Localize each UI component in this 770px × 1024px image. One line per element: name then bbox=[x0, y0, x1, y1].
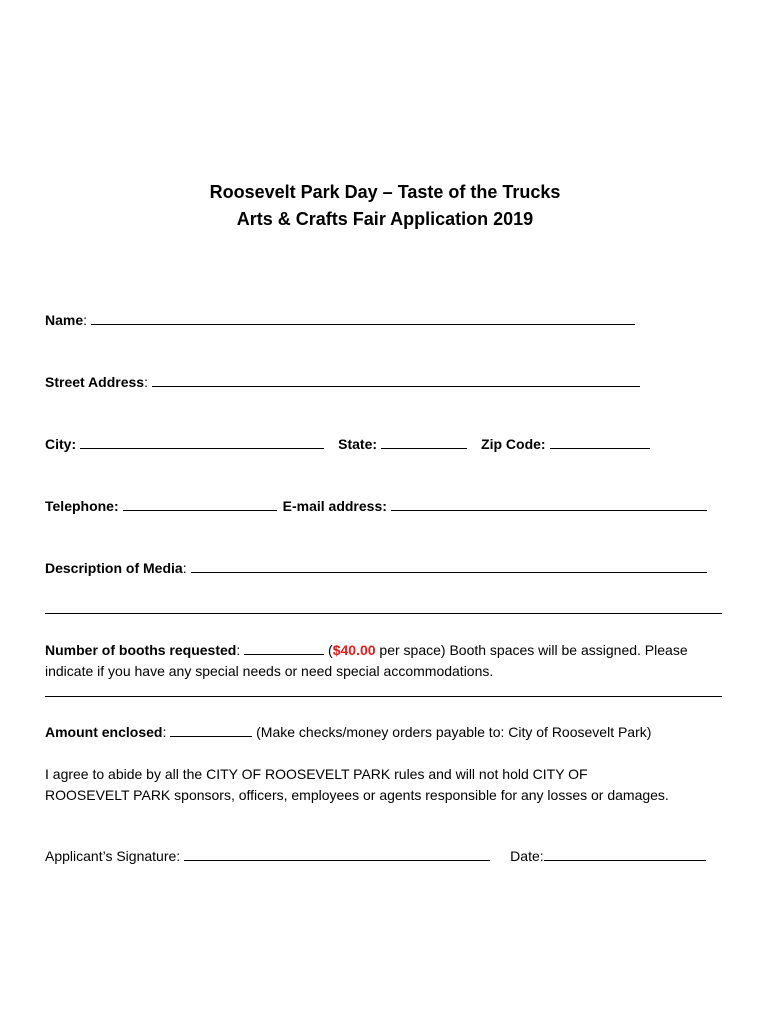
form-title: Roosevelt Park Day – Taste of the Trucks bbox=[209, 182, 561, 202]
street-address-label: Street Address bbox=[45, 374, 145, 390]
city-state-zip-row bbox=[45, 434, 650, 454]
amount-enclosed-label: Amount enclosed bbox=[45, 724, 163, 740]
telephone-label: Telephone: bbox=[45, 498, 119, 514]
booth-price: $40.00 bbox=[332, 642, 376, 658]
zip-code-label: Zip Code: bbox=[481, 436, 546, 452]
zip-code-field[interactable] bbox=[550, 434, 650, 449]
agreement-text bbox=[45, 764, 725, 806]
booths-label: Number of booths requested bbox=[45, 642, 237, 658]
booths-field[interactable] bbox=[244, 640, 324, 655]
signature-field[interactable] bbox=[184, 846, 490, 861]
amount-enclosed-field[interactable] bbox=[170, 722, 252, 737]
street-address-field[interactable] bbox=[152, 372, 640, 387]
date-label: Date: bbox=[510, 848, 544, 864]
name-row: Name: bbox=[45, 310, 635, 330]
telephone-field[interactable] bbox=[123, 496, 277, 511]
media-description-continuation-line[interactable] bbox=[45, 613, 722, 614]
media-description-label: Description of Media bbox=[45, 560, 183, 576]
media-row: Description of Media: bbox=[45, 558, 707, 578]
signature-row bbox=[45, 846, 706, 866]
city-field[interactable] bbox=[80, 434, 324, 449]
state-field[interactable] bbox=[381, 434, 467, 449]
payment-note: (Make checks/money orders payable to: City of Roosevelt Park) bbox=[256, 724, 652, 740]
form-subtitle: Arts & Crafts Fair Application 2019 bbox=[236, 209, 534, 229]
media-description-field[interactable] bbox=[191, 558, 707, 573]
state-label: State: bbox=[338, 436, 378, 452]
city-label: City: bbox=[45, 436, 77, 452]
booths-section: Number of booths requested: ($40.00 per space) Booth spaces will be assigned. Please indicate if you have any special needs or need special accommodations. bbox=[45, 642, 688, 679]
special-needs-text: indicate if you have any special needs or need special accommodations. bbox=[45, 663, 494, 679]
amount-row: Amount enclosed: (Make checks/money orders payable to: City of Roosevelt Park) bbox=[45, 724, 652, 740]
date-field[interactable] bbox=[544, 846, 706, 861]
special-needs-line[interactable] bbox=[45, 696, 722, 697]
contact-row bbox=[45, 496, 707, 516]
agreement-line-2: ROOSEVELT PARK sponsors, officers, employees or agents responsible for any losses or damages. bbox=[45, 787, 669, 803]
name-field[interactable] bbox=[91, 310, 635, 325]
signature-label: Applicant’s Signature: bbox=[45, 848, 181, 864]
email-field[interactable] bbox=[391, 496, 707, 511]
agreement-line-1: I agree to abide by all the CITY OF ROOSEVELT PARK rules and will not hold CITY OF bbox=[45, 766, 588, 782]
email-label: E-mail address: bbox=[282, 498, 387, 514]
booth-price-text: per space) Booth spaces will be assigned. Please bbox=[375, 642, 688, 658]
name-label: Name bbox=[45, 312, 84, 328]
street-row: Street Address: bbox=[45, 372, 640, 392]
